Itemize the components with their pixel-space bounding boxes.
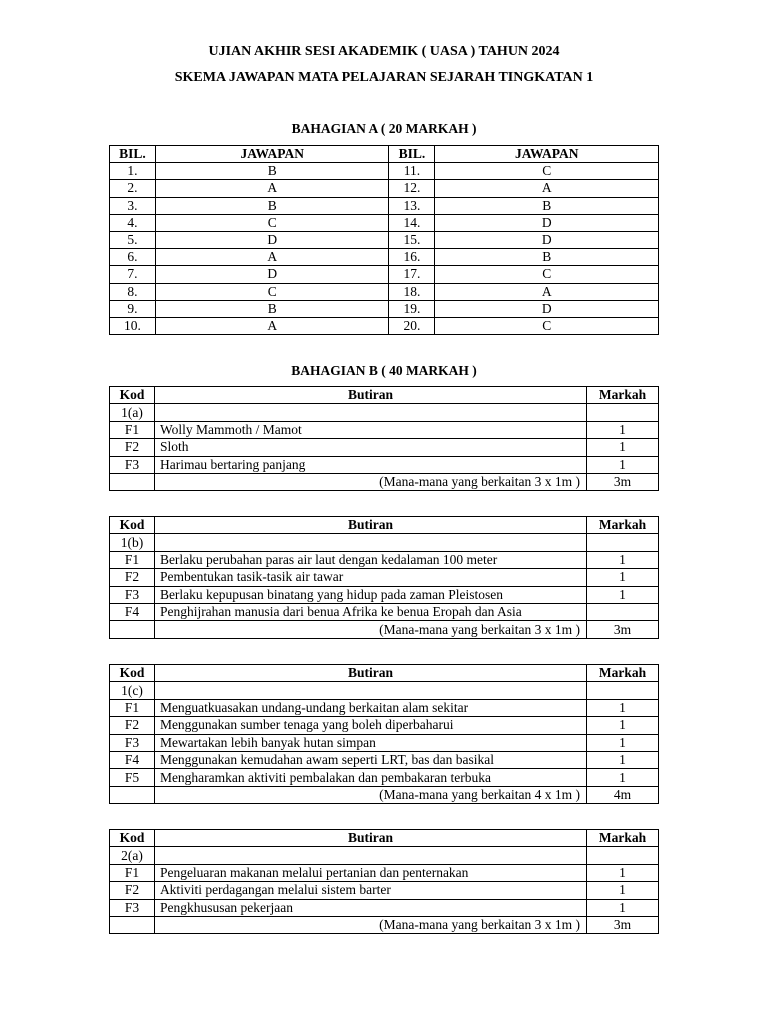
question-row: [110, 847, 659, 864]
table-header-row: [110, 146, 659, 163]
footer-row: [110, 786, 659, 803]
kod-cell: F3: [110, 734, 155, 751]
section-b-table-q1a: [109, 386, 659, 491]
kod-cell: F1: [110, 421, 155, 438]
bil-cell: 17.: [389, 266, 435, 283]
butiran-cell: Sloth: [154, 439, 586, 456]
bil-cell: 11.: [389, 163, 435, 180]
bil-cell: 18.: [389, 283, 435, 300]
empty-cell: [154, 534, 586, 551]
butiran-cell: Harimau bertaring panjang: [154, 456, 586, 473]
empty-cell: [154, 682, 586, 699]
col-butiran: Butiran: [154, 517, 586, 534]
table-row: [110, 214, 659, 231]
col-markah: Markah: [587, 517, 659, 534]
jawapan-cell: C: [435, 317, 659, 334]
question-number: 1(b): [110, 534, 155, 551]
col-markah: Markah: [587, 387, 659, 404]
table-row: [110, 769, 659, 786]
butiran-cell: Menguatkuasakan undang-undang berkaitan alam sekitar: [154, 699, 586, 716]
table-row: [110, 603, 659, 620]
kod-cell: F3: [110, 586, 155, 603]
col-bil-1: BIL.: [110, 146, 156, 163]
table-row: [110, 163, 659, 180]
table-header-row: [110, 517, 659, 534]
table-row: [110, 231, 659, 248]
butiran-cell: Pengkhususan pekerjaan: [154, 899, 586, 916]
col-butiran: Butiran: [154, 665, 586, 682]
total-markah: 4m: [587, 786, 659, 803]
table-row: [110, 734, 659, 751]
table-row: [110, 180, 659, 197]
question-number: 1(c): [110, 682, 155, 699]
jawapan-cell: A: [155, 180, 389, 197]
empty-cell: [110, 916, 155, 933]
bil-cell: 14.: [389, 214, 435, 231]
col-bil-2: BIL.: [389, 146, 435, 163]
empty-cell: [587, 404, 659, 421]
table-row: [110, 300, 659, 317]
col-kod: Kod: [110, 517, 155, 534]
col-markah: Markah: [587, 830, 659, 847]
kod-cell: F3: [110, 456, 155, 473]
jawapan-cell: B: [155, 300, 389, 317]
section-b-table-q2a: [109, 829, 659, 934]
bil-cell: 12.: [389, 180, 435, 197]
question-row: [110, 534, 659, 551]
empty-cell: [110, 621, 155, 638]
question-number: 1(a): [110, 404, 155, 421]
empty-cell: [110, 786, 155, 803]
col-kod: Kod: [110, 665, 155, 682]
table-row: [110, 249, 659, 266]
footer-note: (Mana-mana yang berkaitan 3 x 1m ): [154, 916, 586, 933]
kod-cell: F1: [110, 699, 155, 716]
markah-cell: 1: [587, 551, 659, 568]
bil-cell: 9.: [110, 300, 156, 317]
jawapan-cell: C: [155, 283, 389, 300]
markah-cell: 1: [587, 586, 659, 603]
markah-cell: 1: [587, 882, 659, 899]
section-a-answer-table: [109, 145, 659, 335]
question-row: [110, 682, 659, 699]
table-row: [110, 899, 659, 916]
kod-cell: F2: [110, 569, 155, 586]
footer-row: [110, 473, 659, 490]
jawapan-cell: A: [155, 249, 389, 266]
kod-cell: F5: [110, 769, 155, 786]
table-row: [110, 197, 659, 214]
total-markah: 3m: [587, 916, 659, 933]
table-row: [110, 569, 659, 586]
kod-cell: F4: [110, 603, 155, 620]
jawapan-cell: B: [435, 249, 659, 266]
kod-cell: F4: [110, 751, 155, 768]
empty-cell: [587, 534, 659, 551]
kod-cell: F3: [110, 899, 155, 916]
markah-cell: 1: [587, 456, 659, 473]
jawapan-cell: A: [155, 317, 389, 334]
empty-cell: [154, 847, 586, 864]
kod-cell: F2: [110, 439, 155, 456]
table-row: [110, 456, 659, 473]
bil-cell: 15.: [389, 231, 435, 248]
bil-cell: 8.: [110, 283, 156, 300]
table-row: [110, 586, 659, 603]
question-number: 2(a): [110, 847, 155, 864]
empty-cell: [154, 404, 586, 421]
table-row: [110, 751, 659, 768]
markah-cell: 1: [587, 769, 659, 786]
empty-cell: [110, 473, 155, 490]
bil-cell: 19.: [389, 300, 435, 317]
jawapan-cell: D: [435, 231, 659, 248]
footer-note: (Mana-mana yang berkaitan 4 x 1m ): [154, 786, 586, 803]
bil-cell: 2.: [110, 180, 156, 197]
table-row: [110, 717, 659, 734]
markah-cell: 1: [587, 864, 659, 881]
butiran-cell: Menggunakan kemudahan awam seperti LRT, bas dan basikal: [154, 751, 586, 768]
markah-cell: 1: [587, 421, 659, 438]
table-header-row: [110, 830, 659, 847]
jawapan-cell: D: [435, 300, 659, 317]
jawapan-cell: B: [155, 197, 389, 214]
footer-note: (Mana-mana yang berkaitan 3 x 1m ): [154, 621, 586, 638]
footer-row: [110, 621, 659, 638]
kod-cell: F1: [110, 551, 155, 568]
bil-cell: 7.: [110, 266, 156, 283]
bil-cell: 5.: [110, 231, 156, 248]
empty-cell: [587, 847, 659, 864]
jawapan-cell: B: [155, 163, 389, 180]
butiran-cell: Pengeluaran makanan melalui pertanian dan penternakan: [154, 864, 586, 881]
table-row: [110, 317, 659, 334]
section-b-table-q1b: [109, 516, 659, 639]
markah-cell: [587, 603, 659, 620]
empty-cell: [587, 682, 659, 699]
butiran-cell: Mewartakan lebih banyak hutan simpan: [154, 734, 586, 751]
table-row: [110, 699, 659, 716]
section-b-table-q1c: [109, 664, 659, 804]
col-butiran: Butiran: [154, 387, 586, 404]
col-kod: Kod: [110, 830, 155, 847]
table-row: [110, 551, 659, 568]
markah-cell: 1: [587, 717, 659, 734]
markah-cell: 1: [587, 734, 659, 751]
butiran-cell: Penghijrahan manusia dari benua Afrika ke benua Eropah dan Asia: [154, 603, 586, 620]
jawapan-cell: D: [155, 231, 389, 248]
bil-cell: 10.: [110, 317, 156, 334]
section-a-title: BAHAGIAN A ( 20 MARKAH ): [291, 121, 477, 136]
table-row: [110, 439, 659, 456]
question-row: [110, 404, 659, 421]
markah-cell: 1: [587, 569, 659, 586]
bil-cell: 16.: [389, 249, 435, 266]
document-title: UJIAN AKHIR SESI AKADEMIK ( UASA ) TAHUN 2024: [208, 44, 560, 59]
butiran-cell: Menggunakan sumber tenaga yang boleh diperbaharui: [154, 717, 586, 734]
col-markah: Markah: [587, 665, 659, 682]
butiran-cell: Wolly Mammoth / Mamot: [154, 421, 586, 438]
table-row: [110, 864, 659, 881]
butiran-cell: Pembentukan tasik-tasik air tawar: [154, 569, 586, 586]
table-row: [110, 882, 659, 899]
bil-cell: 3.: [110, 197, 156, 214]
bil-cell: 13.: [389, 197, 435, 214]
document-subtitle: SKEMA JAWAPAN MATA PELAJARAN SEJARAH TINGKATAN 1: [174, 70, 594, 85]
jawapan-cell: D: [435, 214, 659, 231]
jawapan-cell: B: [435, 197, 659, 214]
jawapan-cell: C: [435, 163, 659, 180]
section-b-title: BAHAGIAN B ( 40 MARKAH ): [291, 363, 477, 378]
butiran-cell: Mengharamkan aktiviti pembalakan dan pembakaran terbuka: [154, 769, 586, 786]
kod-cell: F2: [110, 717, 155, 734]
markah-cell: 1: [587, 899, 659, 916]
table-row: [110, 283, 659, 300]
col-kod: Kod: [110, 387, 155, 404]
table-row: [110, 421, 659, 438]
jawapan-cell: A: [435, 180, 659, 197]
jawapan-cell: C: [155, 214, 389, 231]
total-markah: 3m: [587, 621, 659, 638]
butiran-cell: Aktiviti perdagangan melalui sistem barter: [154, 882, 586, 899]
bil-cell: 6.: [110, 249, 156, 266]
table-row: [110, 266, 659, 283]
jawapan-cell: D: [155, 266, 389, 283]
jawapan-cell: A: [435, 283, 659, 300]
kod-cell: F2: [110, 882, 155, 899]
markah-cell: 1: [587, 439, 659, 456]
jawapan-cell: C: [435, 266, 659, 283]
kod-cell: F1: [110, 864, 155, 881]
bil-cell: 20.: [389, 317, 435, 334]
markah-cell: 1: [587, 751, 659, 768]
table-header-row: [110, 665, 659, 682]
col-jawapan-2: JAWAPAN: [435, 146, 659, 163]
col-jawapan-1: JAWAPAN: [155, 146, 389, 163]
markah-cell: 1: [587, 699, 659, 716]
butiran-cell: Berlaku kepupusan binatang yang hidup pada zaman Pleistosen: [154, 586, 586, 603]
total-markah: 3m: [587, 473, 659, 490]
col-butiran: Butiran: [154, 830, 586, 847]
butiran-cell: Berlaku perubahan paras air laut dengan kedalaman 100 meter: [154, 551, 586, 568]
bil-cell: 4.: [110, 214, 156, 231]
footer-row: [110, 916, 659, 933]
footer-note: (Mana-mana yang berkaitan 3 x 1m ): [154, 473, 586, 490]
bil-cell: 1.: [110, 163, 156, 180]
table-header-row: [110, 387, 659, 404]
